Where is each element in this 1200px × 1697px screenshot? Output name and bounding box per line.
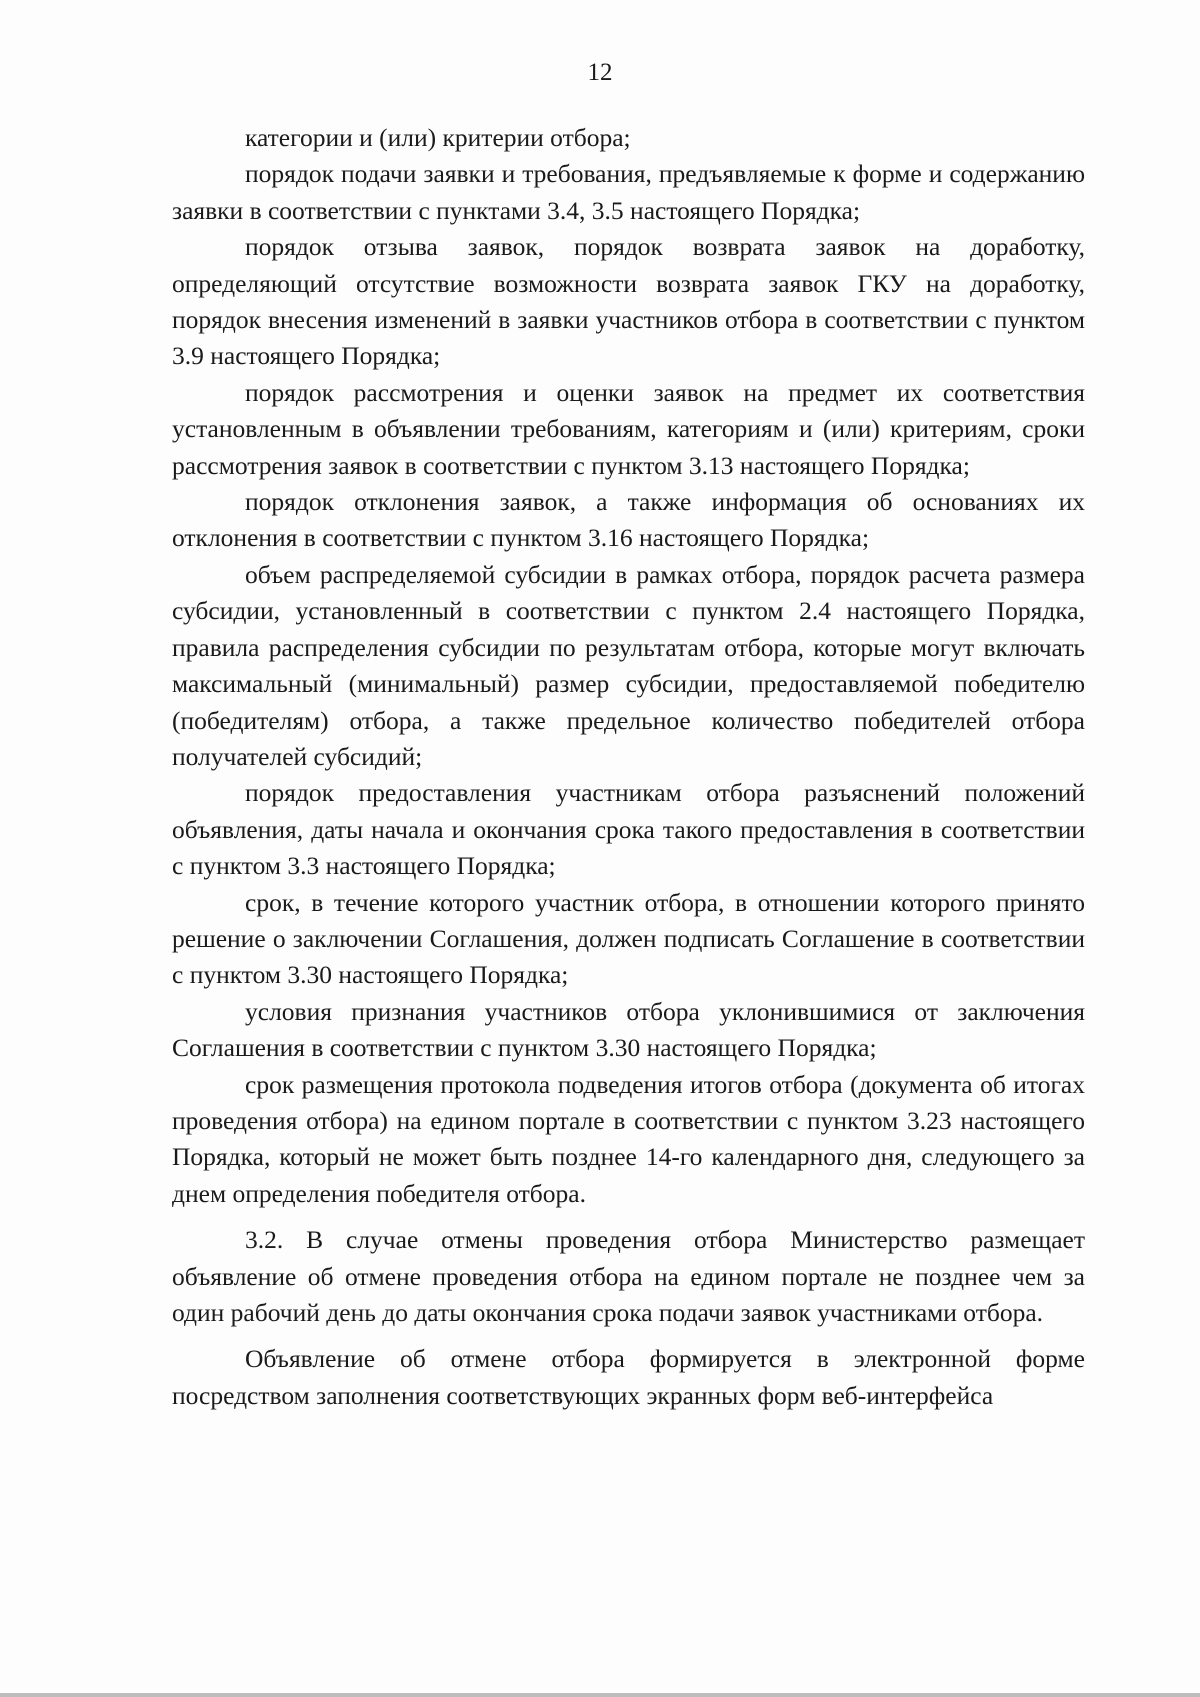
paragraph-application-withdrawal: порядок отзыва заявок, порядок возврата заявок на доработку, определяющий отсутствие возможности возврата заявок ГКУ на доработку, порядок внесения изменений в заявки участников отбора в соответствии с пунктом 3.9 настоящего Порядка; xyxy=(172,232,1085,371)
scan-bottom-edge xyxy=(0,1693,1200,1697)
paragraph-clarifications: порядок предоставления участникам отбора разъяснений положений объявления, даты начала и окончания срока такого предоставления в соответствии с пунктом 3.3 настоящего Порядка; xyxy=(172,778,1085,881)
paragraph-evasion-conditions: условия признания участников отбора уклонившимися от заключения Соглашения в соответствии с пунктом 3.30 настоящего Порядка; xyxy=(172,996,1085,1063)
paragraph-protocol-publication: срок размещения протокола подведения итогов отбора (документа об итогах проведения отбора) на едином портале в соответствии с пунктом 3.23 настоящего Порядка, который не может быть позднее 14-го календарного дня, следующего за днем определения победителя отбора. xyxy=(172,1069,1085,1208)
paragraph-categories: категории и (или) критерии отбора; xyxy=(245,123,631,152)
page-number: 12 xyxy=(587,59,613,86)
paragraph-agreement-signing-term: срок, в течение которого участник отбора, в отношении которого принято решение о заключении Соглашения, должен подписать Соглашение в соответствии с пунктом 3.30 настоящего Порядка; xyxy=(172,887,1085,990)
paragraph-section-3-2: 3.2. В случае отмены проведения отбора Министерство размещает объявление об отмене проведения отбора на едином портале не позднее чем за один рабочий день до даты окончания срока подачи заявок участниками отбора. xyxy=(172,1225,1085,1327)
document-body xyxy=(172,120,1085,1414)
paragraph-application-rejection: порядок отклонения заявок, а также информация об основаниях их отклонения в соответствии с пунктом 3.16 настоящего Порядка; xyxy=(172,487,1085,553)
paragraph-application-procedure: порядок подачи заявки и требования, предъявляемые к форме и содержанию заявки в соответствии с пунктами 3.4, 3.5 настоящего Порядка; xyxy=(172,159,1085,225)
paragraph-subsidy-volume: объем распределяемой субсидии в рамках отбора, порядок расчета размера субсидии, установленный в соответствии с пунктом 2.4 настоящего Порядка, правила распределения субсидии по результатам отбора, которые могут включать максимальный (минимальный) размер субсидии, предоставляемой победителю (победителям) отбора, а также предельное количество победителей отбора получателей субсидий; xyxy=(172,559,1085,771)
paragraph-application-review: порядок рассмотрения и оценки заявок на предмет их соответствия установленным в объявлении требованиям, категориям и (или) критериям, сроки рассмотрения заявок в соответствии с пунктом 3.13 настоящего Порядка; xyxy=(172,377,1085,480)
paragraph-cancellation-announcement: Объявление об отмене отбора формируется в электронной форме посредством заполнения соответствующих экранных форм веб-интерфейса xyxy=(172,1344,1085,1410)
